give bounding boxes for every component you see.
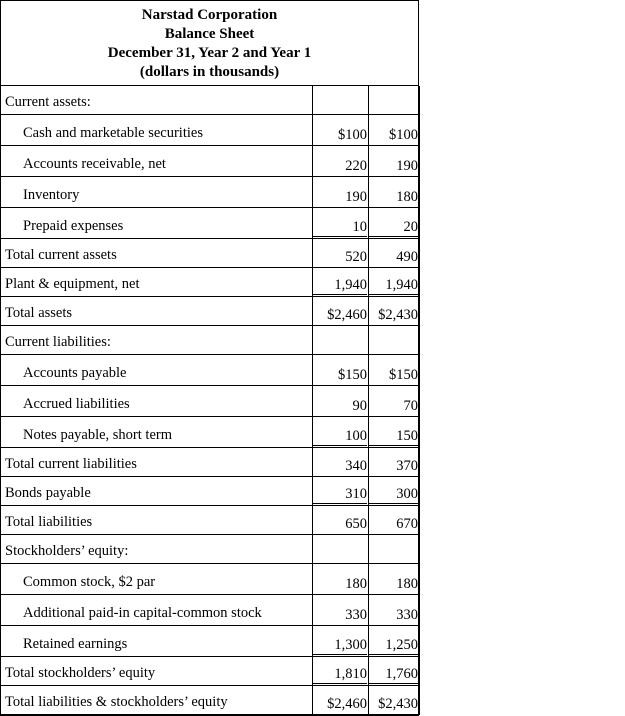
table-row [1,268,420,297]
row-label: Prepaid expenses [1,208,313,239]
row-label: Stockholders’ equity: [1,535,313,564]
year-1-value: $100 [369,115,420,146]
year-2-value: 340 [313,448,369,477]
year-2-value: 90 [313,386,369,417]
row-label: Common stock, $2 par [1,564,313,595]
year-2-value [313,477,369,506]
table-row [1,239,420,268]
row-label: Cash and marketable securities [1,115,313,146]
year-1-value [369,268,420,297]
year-2-value: $100 [313,115,369,146]
table-row [1,208,420,239]
table-row [1,564,420,595]
underlined-value: 20 [369,219,418,237]
underlined-value: 1,810 [313,666,367,684]
row-label: Total assets [1,297,313,326]
underlined-value: 1,250 [369,637,418,655]
statement-header [1,1,418,86]
row-label: Total stockholders’ equity [1,657,313,686]
row-label: Total liabilities [1,506,313,535]
table-row [1,86,420,115]
table-row [1,477,420,506]
year-1-value: 180 [369,564,420,595]
year-1-value [369,326,420,355]
table-row [1,595,420,626]
underlined-value: 10 [313,219,367,237]
table-row [1,297,420,326]
year-1-value: 190 [369,146,420,177]
row-label: Total current assets [1,239,313,268]
row-label: Current liabilities: [1,326,313,355]
table-row [1,386,420,417]
year-2-value: $150 [313,355,369,386]
row-label: Plant & equipment, net [1,268,313,297]
year-2-value: 330 [313,595,369,626]
underlined-value: 1,300 [313,637,367,655]
year-1-value: $2,430 [369,686,420,715]
year-1-value: 490 [369,239,420,268]
underlined-value: 150 [369,428,418,446]
underlined-value: 100 [313,428,367,446]
year-2-value: $2,460 [313,686,369,715]
statement-period: December 31, Year 2 and Year 1 [107,45,312,61]
underlined-value: 1,760 [369,666,418,684]
year-2-value: 520 [313,239,369,268]
year-2-value: 180 [313,564,369,595]
year-2-value [313,208,369,239]
company-name: Narstad Corporation [141,7,278,23]
table-row [1,506,420,535]
row-label: Retained earnings [1,626,313,657]
table-row [1,626,420,657]
year-1-value [369,657,420,686]
underlined-value: 1,940 [313,277,367,295]
year-1-value: $2,430 [369,297,420,326]
balance-sheet-table [0,86,420,715]
table-row [1,535,420,564]
table-row [1,686,420,715]
year-1-value [369,477,420,506]
year-1-value [369,208,420,239]
row-label: Additional paid-in capital-common stock [1,595,313,626]
year-2-value [313,268,369,297]
year-1-value [369,535,420,564]
table-row [1,146,420,177]
year-2-value [313,326,369,355]
year-2-value [313,417,369,448]
table-row [1,448,420,477]
year-1-value [369,626,420,657]
year-2-value [313,657,369,686]
row-label: Accounts receivable, net [1,146,313,177]
year-2-value [313,626,369,657]
row-label: Bonds payable [1,477,313,506]
year-1-value: 70 [369,386,420,417]
year-2-value: 190 [313,177,369,208]
row-label: Notes payable, short term [1,417,313,448]
year-2-value [313,86,369,115]
year-2-value: 220 [313,146,369,177]
year-1-value [369,417,420,448]
table-row [1,355,420,386]
underlined-value: 1,940 [369,277,418,295]
table-row [1,177,420,208]
statement-title: Balance Sheet [164,26,255,42]
row-label: Current assets: [1,86,313,115]
table-row [1,115,420,146]
underlined-value: 300 [369,486,418,504]
year-2-value: $2,460 [313,297,369,326]
year-1-value: $150 [369,355,420,386]
statement-units: (dollars in thousands) [139,64,280,80]
year-2-value: 650 [313,506,369,535]
table-row [1,417,420,448]
year-1-value: 330 [369,595,420,626]
year-1-value: 180 [369,177,420,208]
year-1-value [369,86,420,115]
year-2-value [313,535,369,564]
row-label: Accrued liabilities [1,386,313,417]
table-row [1,326,420,355]
table-row [1,657,420,686]
row-label: Accounts payable [1,355,313,386]
year-1-value: 370 [369,448,420,477]
row-label: Inventory [1,177,313,208]
year-1-value: 670 [369,506,420,535]
row-label: Total liabilities & stockholders’ equity [1,686,313,715]
underlined-value: 310 [313,486,367,504]
row-label: Total current liabilities [1,448,313,477]
